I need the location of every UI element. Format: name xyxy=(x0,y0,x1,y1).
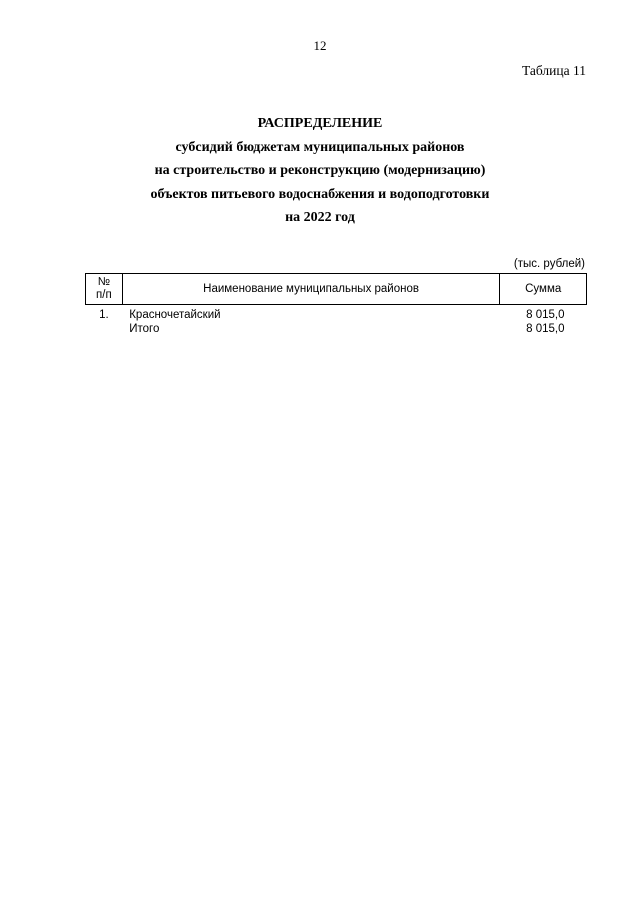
units-label: (тыс. рублей) xyxy=(513,258,585,270)
subsidy-table xyxy=(85,273,587,336)
header-sum: Сумма xyxy=(500,274,587,305)
total-label: Итого xyxy=(129,323,160,335)
header-name: Наименование муниципальных районов xyxy=(122,274,500,305)
header-number-line-1: № xyxy=(97,276,111,288)
title-line-4: объектов питьевого водоснабжения и водоподготовки xyxy=(150,186,490,202)
table-label: Таблица 11 xyxy=(522,63,586,78)
title-line-3: на строительство и реконструкцию (модернизацию) xyxy=(154,163,486,178)
total-number-cell xyxy=(86,322,123,336)
row-name: Красночетайский xyxy=(129,309,221,321)
header-number xyxy=(86,274,123,305)
row-number: 1. xyxy=(99,309,109,321)
table-row xyxy=(86,305,587,323)
document-title xyxy=(0,112,640,230)
header-number-line-2: п/п xyxy=(96,289,112,301)
table-header-row xyxy=(86,274,587,305)
title-line-2: субсидий бюджетам муниципальных районов xyxy=(175,139,465,155)
row-sum: 8 015,0 xyxy=(526,309,565,321)
total-sum: 8 015,0 xyxy=(526,323,565,335)
title-line-1: РАСПРЕДЕЛЕНИЕ xyxy=(257,116,383,131)
title-line-5: на 2022 год xyxy=(285,210,355,225)
page-number: 12 xyxy=(313,38,327,53)
total-row xyxy=(86,322,587,336)
